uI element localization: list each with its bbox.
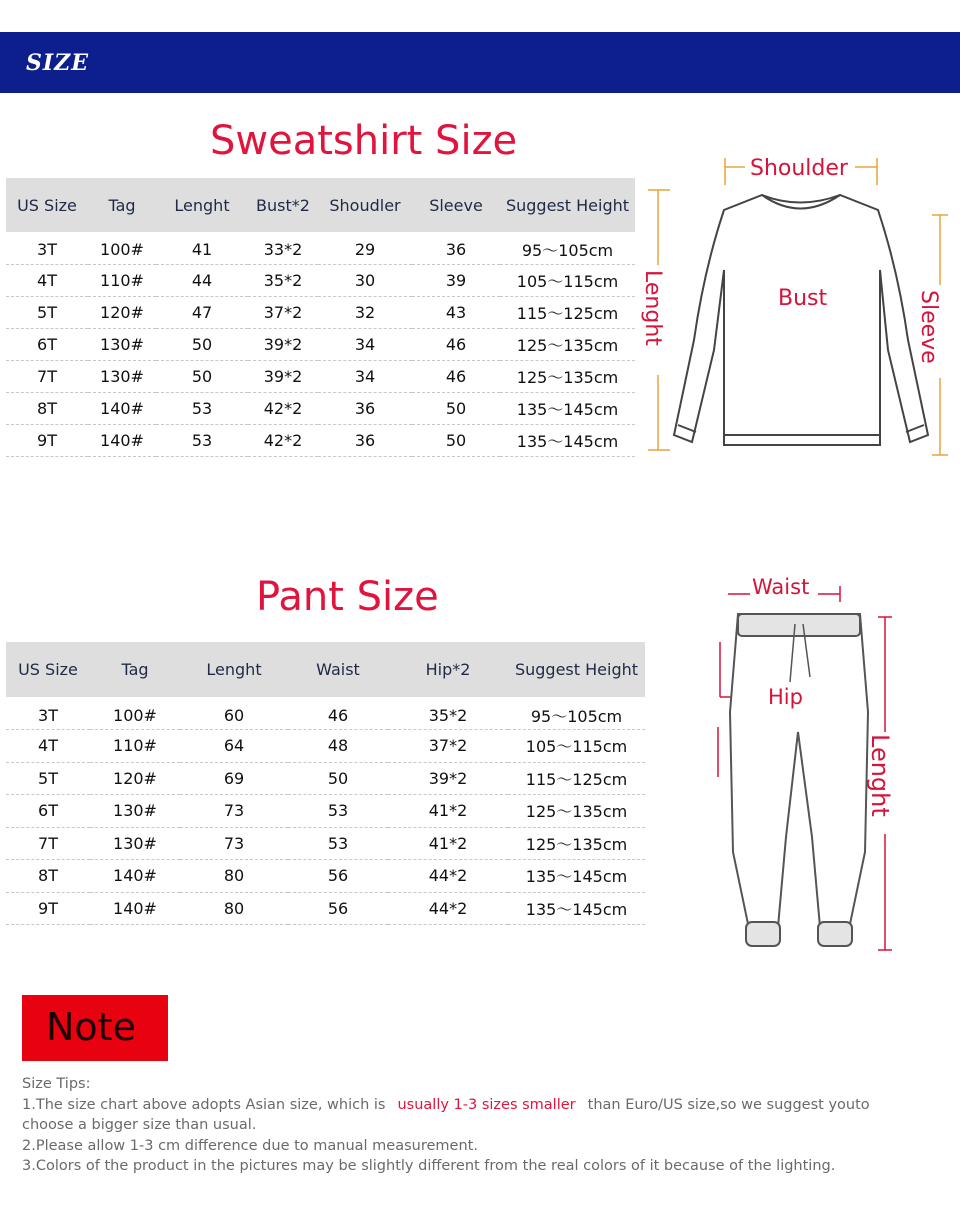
table-row (6, 296, 635, 328)
table-cell: 140# (90, 892, 180, 925)
table-cell: 100# (88, 232, 156, 264)
table-cell: 32 (318, 296, 412, 328)
table-cell: 56 (288, 892, 388, 925)
table-header-row (6, 178, 635, 232)
table-cell: 7T (6, 827, 90, 860)
table-cell: 8T (6, 392, 88, 424)
pant-title: Pant Size (256, 574, 439, 620)
pant-svg (700, 572, 940, 962)
table-cell: 53 (288, 827, 388, 860)
table-row (6, 232, 635, 264)
column-header: Shoudler (318, 178, 412, 232)
table-cell: 140# (90, 860, 180, 893)
table-cell: 46 (288, 697, 388, 730)
tip-3: 3.Colors of the product in the pictures may be slightly different from the real colors of it because of the lighting. (22, 1158, 836, 1174)
table-cell: 95～105cm (500, 232, 635, 264)
table-cell: 3T (6, 697, 90, 730)
table-cell: 35*2 (248, 264, 318, 296)
table-cell: 41*2 (388, 795, 508, 828)
table-row (6, 730, 645, 763)
table-cell: 110# (90, 730, 180, 763)
table-cell: 6T (6, 328, 88, 360)
column-header: Waist (288, 642, 388, 697)
table-cell: 39 (412, 264, 500, 296)
table-cell: 7T (6, 360, 88, 392)
table-cell: 60 (180, 697, 288, 730)
table-cell: 115～125cm (508, 762, 645, 795)
table-cell: 50 (156, 360, 248, 392)
table-cell: 36 (318, 392, 412, 424)
table-cell: 140# (88, 424, 156, 456)
table-cell: 120# (90, 762, 180, 795)
table-row (6, 264, 635, 296)
column-header: Suggest Height (500, 178, 635, 232)
table-cell: 135～145cm (500, 424, 635, 456)
tip-1-highlight: usually 1-3 sizes smaller (397, 1096, 576, 1113)
table-cell: 105～115cm (500, 264, 635, 296)
table-cell: 42*2 (248, 424, 318, 456)
size-tips (22, 1074, 922, 1177)
table-cell: 4T (6, 264, 88, 296)
table-cell: 5T (6, 296, 88, 328)
table-row (6, 392, 635, 424)
size-banner (0, 32, 960, 93)
table-cell: 80 (180, 860, 288, 893)
table-cell: 46 (412, 328, 500, 360)
table-cell: 110# (88, 264, 156, 296)
table-cell: 43 (412, 296, 500, 328)
table-cell: 34 (318, 360, 412, 392)
table-cell: 33*2 (248, 232, 318, 264)
table-cell: 36 (412, 232, 500, 264)
waist-label: Waist (752, 575, 810, 599)
table-row (6, 360, 635, 392)
pant-diagram (700, 572, 940, 962)
column-header: Lenght (156, 178, 248, 232)
tip-1 (22, 1095, 922, 1116)
table-cell: 80 (180, 892, 288, 925)
table-cell: 29 (318, 232, 412, 264)
length-label: Lenght (640, 270, 665, 346)
table-cell: 73 (180, 827, 288, 860)
table-cell: 50 (156, 328, 248, 360)
table-cell: 125～135cm (508, 827, 645, 860)
table-cell: 115～125cm (500, 296, 635, 328)
table-cell: 64 (180, 730, 288, 763)
table-row (6, 424, 635, 456)
banner-title: SIZE (26, 50, 90, 76)
table-cell: 56 (288, 860, 388, 893)
table-cell: 130# (90, 795, 180, 828)
table-cell: 42*2 (248, 392, 318, 424)
table-cell: 135～145cm (508, 860, 645, 893)
column-header: Bust*2 (248, 178, 318, 232)
table-cell: 8T (6, 860, 90, 893)
hip-label: Hip (768, 685, 803, 709)
table-row (6, 860, 645, 893)
table-cell: 95～105cm (508, 697, 645, 730)
table-cell: 135～145cm (500, 392, 635, 424)
table-row (6, 827, 645, 860)
column-header: US Size (6, 642, 90, 697)
table-cell: 44*2 (388, 892, 508, 925)
table-cell: 35*2 (388, 697, 508, 730)
table-cell: 37*2 (388, 730, 508, 763)
table-cell: 140# (88, 392, 156, 424)
table-cell: 34 (318, 328, 412, 360)
table-cell: 30 (318, 264, 412, 296)
table-header-row (6, 642, 645, 697)
table-cell: 9T (6, 892, 90, 925)
table-cell: 39*2 (388, 762, 508, 795)
table-cell: 120# (88, 296, 156, 328)
table-cell: 6T (6, 795, 90, 828)
table-cell: 130# (88, 328, 156, 360)
column-header: Tag (88, 178, 156, 232)
tip-1-text-after: than Euro/US size,so we suggest youto (587, 1096, 870, 1113)
table-cell: 39*2 (248, 328, 318, 360)
bust-label: Bust (778, 286, 828, 311)
table-cell: 105～115cm (508, 730, 645, 763)
table-cell: 130# (90, 827, 180, 860)
column-header: Lenght (180, 642, 288, 697)
table-cell: 44*2 (388, 860, 508, 893)
note-label: Note (46, 1005, 136, 1049)
table-cell: 135～145cm (508, 892, 645, 925)
table-cell: 41 (156, 232, 248, 264)
sleeve-label: Sleeve (916, 290, 941, 364)
table-row (6, 795, 645, 828)
table-cell: 100# (90, 697, 180, 730)
table-cell: 47 (156, 296, 248, 328)
pant-size-table (6, 642, 645, 925)
table-cell: 125～135cm (500, 360, 635, 392)
table-cell: 50 (288, 762, 388, 795)
table-cell: 37*2 (248, 296, 318, 328)
table-cell: 53 (156, 392, 248, 424)
table-cell: 53 (288, 795, 388, 828)
shoulder-label: Shoulder (750, 156, 848, 181)
sweatshirt-size-table (6, 178, 635, 457)
table-row (6, 697, 645, 730)
table-cell: 9T (6, 424, 88, 456)
table-cell: 5T (6, 762, 90, 795)
sweatshirt-diagram (640, 150, 960, 460)
table-cell: 36 (318, 424, 412, 456)
tip-2: 2.Please allow 1-3 cm difference due to manual measurement. (22, 1137, 478, 1154)
table-row (6, 892, 645, 925)
table-cell: 39*2 (248, 360, 318, 392)
table-cell: 48 (288, 730, 388, 763)
pant-length-label: Lenght (866, 734, 894, 817)
table-cell: 53 (156, 424, 248, 456)
note-box (22, 995, 168, 1061)
table-cell: 125～135cm (500, 328, 635, 360)
sweatshirt-title: Sweatshirt Size (210, 118, 518, 164)
table-cell: 125～135cm (508, 795, 645, 828)
table-row (6, 328, 635, 360)
tip-1-continued: choose a bigger size than usual. (22, 1117, 257, 1133)
sweatshirt-svg (640, 150, 960, 460)
column-header: Suggest Height (508, 642, 645, 697)
table-cell: 130# (88, 360, 156, 392)
column-header: US Size (6, 178, 88, 232)
table-cell: 4T (6, 730, 90, 763)
table-cell: 41*2 (388, 827, 508, 860)
table-row (6, 762, 645, 795)
table-cell: 44 (156, 264, 248, 296)
column-header: Sleeve (412, 178, 500, 232)
table-cell: 50 (412, 424, 500, 456)
column-header: Tag (90, 642, 180, 697)
table-cell: 69 (180, 762, 288, 795)
table-cell: 73 (180, 795, 288, 828)
table-cell: 46 (412, 360, 500, 392)
table-cell: 50 (412, 392, 500, 424)
table-cell: 3T (6, 232, 88, 264)
column-header: Hip*2 (388, 642, 508, 697)
tip-1-text: 1.The size chart above adopts Asian size, which is (22, 1096, 386, 1113)
tips-title: Size Tips: (22, 1076, 91, 1092)
